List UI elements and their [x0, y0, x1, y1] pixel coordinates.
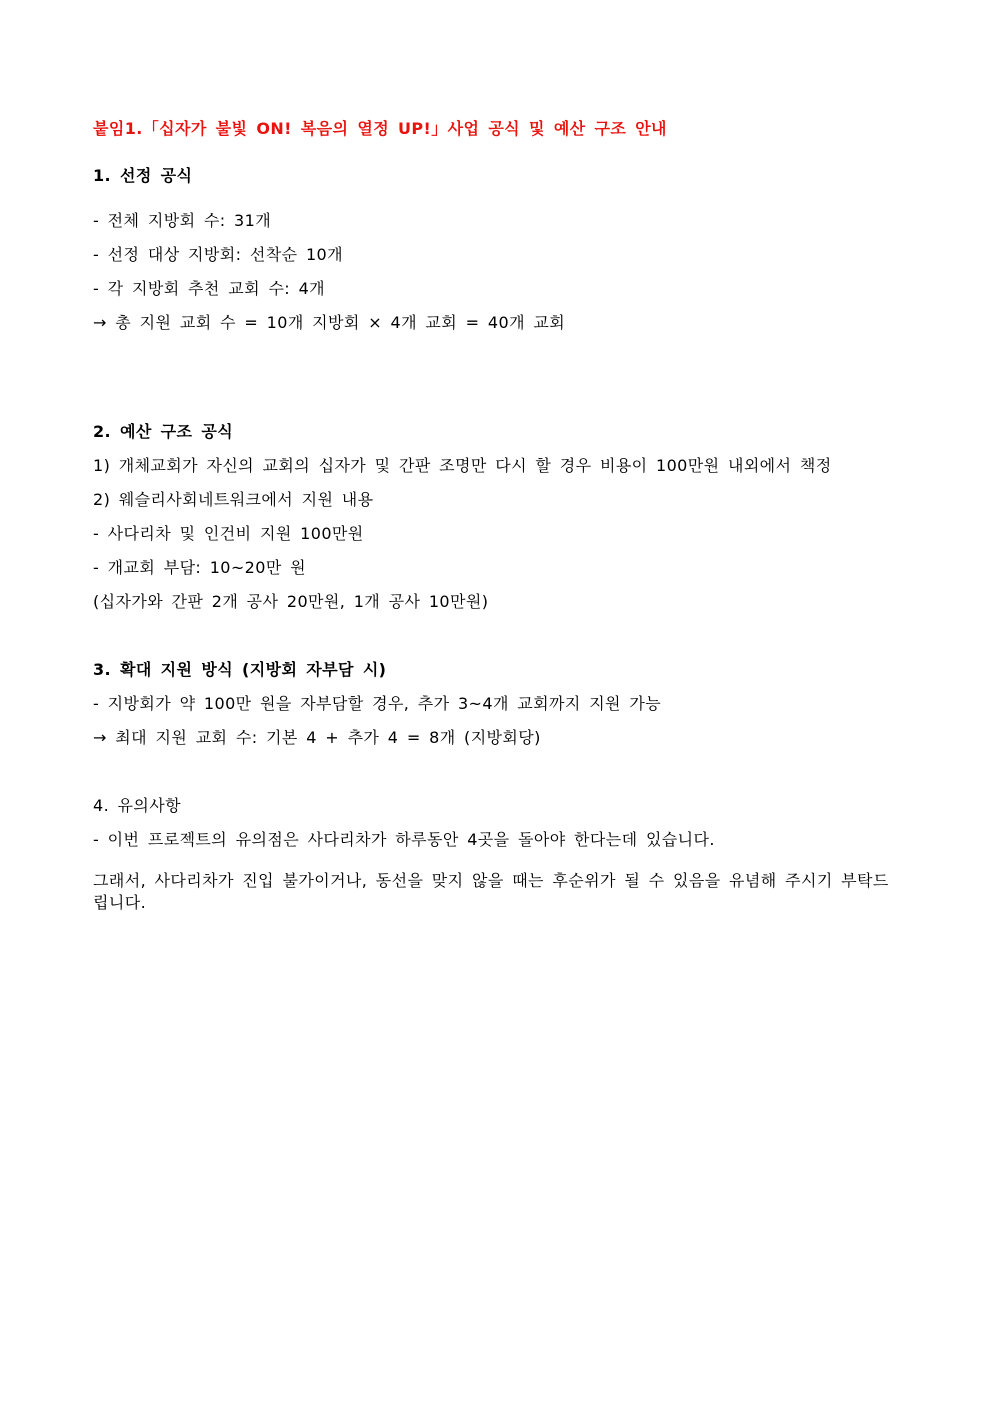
- section3-line: - 지방회가 약 100만 원을 자부담할 경우, 추가 3~4개 교회까지 지원 가능: [93, 694, 662, 713]
- section1-line: - 전체 지방회 수: 31개: [93, 211, 272, 230]
- section4-paragraph: 그래서, 사다리차가 진입 불가이거나, 동선을 맞지 않을 때는 후순위가 될 수 있음을 유념해 주시기 부탁드립니다.: [93, 871, 889, 912]
- section4-heading: 4. 유의사항: [93, 796, 181, 815]
- section2-line: - 사다리차 및 인건비 지원 100만원: [93, 524, 364, 543]
- section2-line: (십자가와 간판 2개 공사 20만원, 1개 공사 10만원): [93, 592, 489, 611]
- section1-line: - 각 지방회 추천 교회 수: 4개: [93, 279, 326, 298]
- section2-heading: 2. 예산 구조 공식: [93, 422, 234, 441]
- section2-line: 1) 개체교회가 자신의 교회의 십자가 및 간판 조명만 다시 할 경우 비용이 100만원 내외에서 책정: [93, 456, 832, 475]
- document-title: 붙임1.「십자가 불빛 ON! 복음의 열정 UP!」사업 공식 및 예산 구조 안내: [93, 119, 667, 138]
- section2-line: 2) 웨슬리사회네트워크에서 지원 내용: [93, 490, 374, 509]
- section2-line: - 개교회 부담: 10~20만 원: [93, 558, 307, 577]
- section3-heading: 3. 확대 지원 방식 (지방회 자부담 시): [93, 660, 387, 679]
- section3-line: → 최대 지원 교회 수: 기본 4 + 추가 4 = 8개 (지방회당): [93, 728, 541, 747]
- section1-heading: 1. 선정 공식: [93, 166, 193, 185]
- section1-line: → 총 지원 교회 수 = 10개 지방회 × 4개 교회 = 40개 교회: [93, 313, 566, 332]
- section1-line: - 선정 대상 지방회: 선착순 10개: [93, 245, 343, 264]
- section4-line: - 이번 프로젝트의 유의점은 사다리차가 하루동안 4곳을 돌아야 한다는데 있습니다.: [93, 830, 715, 849]
